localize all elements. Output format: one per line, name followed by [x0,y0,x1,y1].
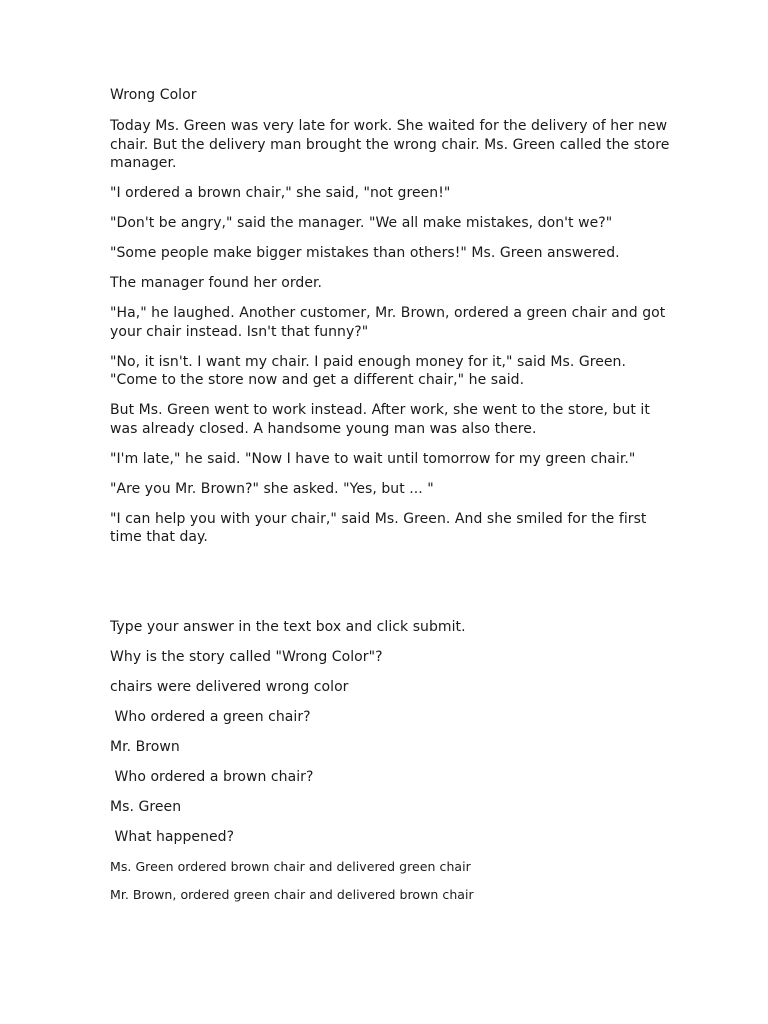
story-paragraph-8: But Ms. Green went to work instead. After work, she went to the store, but it was already closed. A handsome young man was also there. [110,402,655,437]
quiz-question-4: What happened? [110,829,235,845]
story-paragraph-2: "I ordered a brown chair," she said, "not green!" [110,185,451,201]
story-paragraph-1: Today Ms. Green was very late for work. She waited for the delivery of her new chair. But the delivery man brought the wrong chair. Ms. Green called the store manager. [110,118,674,171]
story-paragraph-7: "No, it isn't. I want my chair. I paid enough money for it," said Ms. Green. "Come to the store now and get a different chair," he said. [110,353,626,388]
story-paragraph-9: "I'm late," he said. "Now I have to wait until tomorrow for my green chair." [110,450,636,467]
quiz-question-2: Who ordered a green chair? [110,709,311,725]
section-spacer [110,558,670,618]
story-paragraph-3: "Don't be angry," said the manager. "We all make mistakes, don't we?" [110,215,613,231]
story-paragraph-11: "I can help you with your chair," said Ms. Green. And she smiled for the first time that day. [110,510,651,545]
quiz-instructions: Type your answer in the text box and click submit. [110,619,466,635]
story-title: Wrong Color [110,87,197,103]
quiz-answer-2: Mr. Brown [110,739,180,755]
quiz-answer-4-line-1: Ms. Green ordered brown chair and delivered green chair [110,859,471,874]
story-paragraph-10: "Are you Mr. Brown?" she asked. "Yes, but ... " [110,480,434,497]
quiz-answer-3: Ms. Green [110,799,182,815]
quiz-answer-4-line-2: Mr. Brown, ordered green chair and delivered brown chair [110,887,474,902]
story-paragraph-6: "Ha," he laughed. Another customer, Mr. Brown, ordered a green chair and got your chair instead. Isn't that funny?" [110,305,670,340]
story-body [110,117,674,547]
quiz-section [110,618,670,904]
story-paragraph-4: "Some people make bigger mistakes than others!" Ms. Green answered. [110,245,620,261]
quiz-answer-1: chairs were delivered wrong color [110,679,349,695]
document-page [110,86,674,914]
quiz-question-3: Who ordered a brown chair? [110,769,314,785]
story-paragraph-5: The manager found her order. [110,275,323,291]
quiz-question-1: Why is the story called "Wrong Color"? [110,649,383,665]
